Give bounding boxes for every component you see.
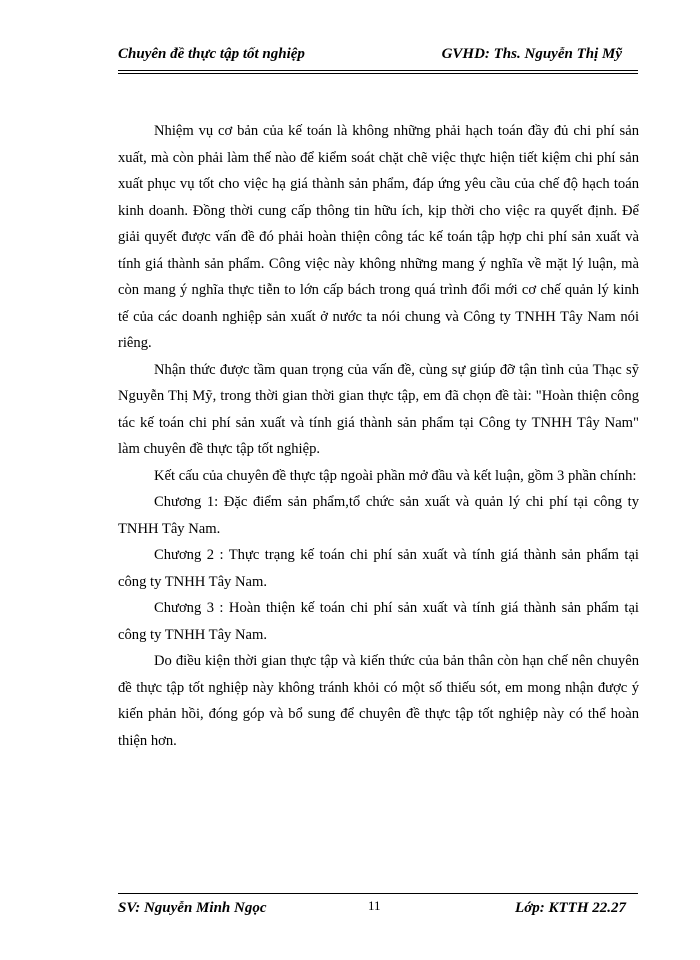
- header-title: Chuyên đề thực tập tốt nghiệp: [118, 46, 305, 62]
- footer-rule: [118, 893, 638, 894]
- page-footer: [118, 900, 638, 924]
- header-rule: [118, 70, 638, 71]
- document-body: [118, 118, 639, 754]
- page-number: 11: [368, 898, 381, 913]
- paragraph-3: Kết cấu của chuyên đề thực tập ngoài phần mở đầu và kết luận, gồm 3 phần chính:: [154, 467, 637, 484]
- paragraph-2: Nhận thức được tầm quan trọng của vấn đề, cùng sự giúp đỡ tận tình của Thạc sỹ Nguyễn Thị Mỹ, trong thời gian thời gian thực tập, em đã chọn đề tài: "Hoàn thiện công tác kế toán chi phí sản xuất và tính giá thành sản phẩm tại Công ty TNHH Tây Nam" làm chuyên đề thực tập tốt nghiệp.: [118, 361, 639, 457]
- footer-class: Lớp: KTTH 22.27: [515, 900, 626, 916]
- paragraph-closing: Do điều kiện thời gian thực tập và kiến thức của bản thân còn hạn chế nên chuyên đề thực tập tốt nghiệp này không tránh khỏi có một số thiếu sót, em mong nhận được ý kiến phản hồi, đóng góp và bổ sung để chuyên đề thực tập tốt nghiệp này có thể hoàn thiện hơn.: [118, 653, 639, 749]
- chapter-1: Chương 1: Đặc điểm sản phẩm,tổ chức sản xuất và quản lý chi phí tại công ty TNHH Tây Nam.: [118, 494, 639, 537]
- header-advisor: GVHD: Ths. Nguyễn Thị Mỹ: [441, 46, 622, 62]
- chapter-3: Chương 3 : Hoàn thiện kế toán chi phí sản xuất và tính giá thành sản phẩm tại công ty TNHH Tây Nam.: [118, 600, 639, 643]
- footer-student: SV: Nguyễn Minh Ngọc: [118, 900, 267, 916]
- page-header: [118, 46, 638, 70]
- paragraph-1: Nhiệm vụ cơ bản của kế toán là không những phải hạch toán đầy đủ chi phí sản xuất, mà còn phải làm thế nào để kiểm soát chặt chẽ việc thực hiện tiết kiệm chi phí sản xuất phục vụ tốt cho việc hạ giá thành sản phẩm, đáp ứng yêu cầu của chế độ hạch toán kinh doanh. Đồng thời cung cấp thông tin hữu ích, kịp thời cho việc ra quyết định. Để giải quyết được vấn đề đó phải hoàn thiện công tác kế toán tập hợp chi phí sản xuất và tính giá thành sản phẩm. Công việc này không những mang ý nghĩa về mặt lý luận, mà còn mang ý nghĩa thực tiễn to lớn cấp bách trong quá trình đổi mới cơ chế quản lý kinh tế của các doanh nghiệp sản xuất ở nước ta nói chung và Công ty TNHH Tây Nam nói riêng.: [118, 123, 639, 351]
- chapter-2: Chương 2 : Thực trạng kế toán chi phí sản xuất và tính giá thành sản phẩm tại công ty TNHH Tây Nam.: [118, 547, 639, 590]
- header-rule-double: [118, 73, 638, 74]
